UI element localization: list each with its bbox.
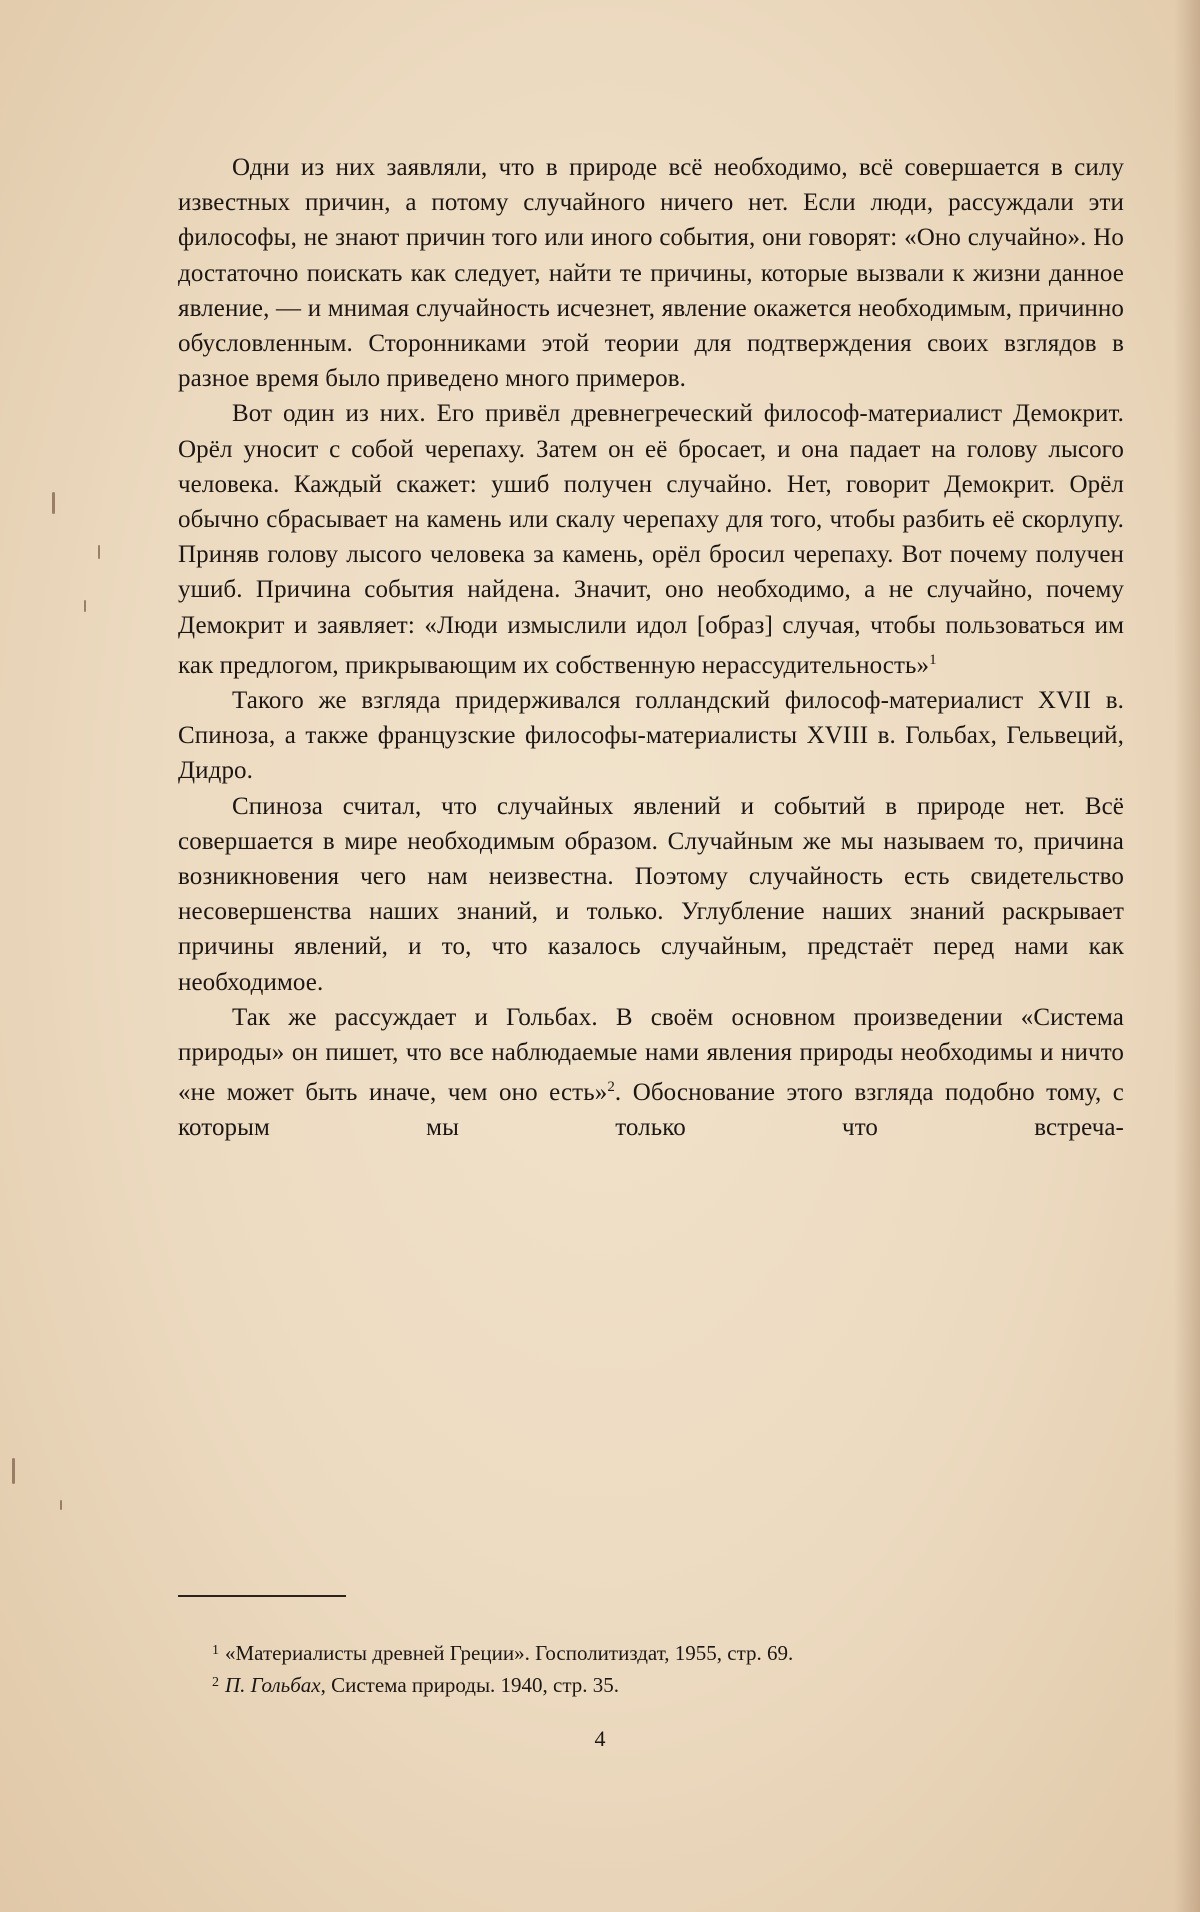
paragraph: Спиноза считал, что случайных явлений и событий в природе нет. Всё совершается в мире необходимым образом. Случайным же мы называем то, причина возникновения чего нам неизвестна. Поэтому случайность есть свидетельство несовершенства наших знаний, и только. Углубление наших знаний раскрывает причины явлений, и то, что казалось случайным, предстаёт перед нами как необходимое. <box>178 792 1124 996</box>
margin-speck <box>60 1500 62 1510</box>
footnote: $^1$ «Материалисты древней Греции». Госполитиздат, 1955, стр. 69. <box>212 1641 794 1665</box>
footnote-divider <box>178 1595 346 1597</box>
footnotes <box>178 1636 1124 1700</box>
margin-speck <box>98 545 100 559</box>
paragraph: Вот один из них. Его привёл древнегреческий философ-материалист Демокрит. Орёл уносит с собой черепаху. Затем он её бросает, и она падает на голову лысого человека. Каждый скажет: ушиб получен случайно. Нет, говорит Демокрит. Орёл обычно сбрасывает на камень или скалу черепаху для того, чтобы разбить её скорлупу. Приняв голову лысого человека за камень, орёл бросил черепаху. Вот почему получен ушиб. Причина события найдена. Значит, оно необходимо, а не случайно, почему Демокрит и заявляет: «Люди измыслили идол [образ] случая, чтобы пользоваться им как предлогом, прикрывающим их собственную нерассудительность»$^1$ <box>178 400 1124 679</box>
page-number: 4 <box>594 1726 606 1751</box>
footnote-author: П. Гольбах <box>225 1673 321 1697</box>
footnote-reference[interactable]: 2 <box>607 1079 615 1096</box>
footnote-marker: 2 <box>212 1675 219 1690</box>
page-edge-shadow <box>1174 0 1200 1912</box>
footnote: $^2$ П. Гольбах, Система природы. 1940, стр. 35. <box>212 1673 620 1697</box>
footnote-marker: 1 <box>212 1643 219 1658</box>
margin-speck <box>12 1458 15 1484</box>
footnote-reference[interactable]: 1 <box>929 651 937 668</box>
margin-speck <box>84 600 86 612</box>
paragraph: Такого же взгляда придерживался голландский философ-материалист XVII в. Спиноза, а также французские философы-материалисты XVIII в. Гольбах, Гельвеций, Дидро. <box>178 687 1124 785</box>
paragraph: Одни из них заявляли, что в природе всё необходимо, всё совершается в силу известных причин, а потому случайного ничего нет. Если люди, рассуждали эти философы, не знают причин того или иного события, они говорят: «Оно случайно». Но достаточно поискать как следует, найти те причины, которые вызвали к жизни данное явление, — и мнимая случайность исчезнет, явление окажется необходимым, причинно обусловленным. Сторонниками этой теории для подтверждения своих взглядов в разное время было приведено много примеров. <box>178 154 1124 393</box>
paragraph: Так же рассуждает и Гольбах. В своём основном произведении «Система природы» он пишет, что все наблюдаемые нами явления природы необходимы и ничто «не может быть иначе, чем оно есть»$^2$. Обоснование этого взгляда подобно тому, с которым мы только что встреча- <box>178 1003 1124 1142</box>
body-text <box>178 150 1124 1146</box>
margin-speck <box>52 492 55 514</box>
